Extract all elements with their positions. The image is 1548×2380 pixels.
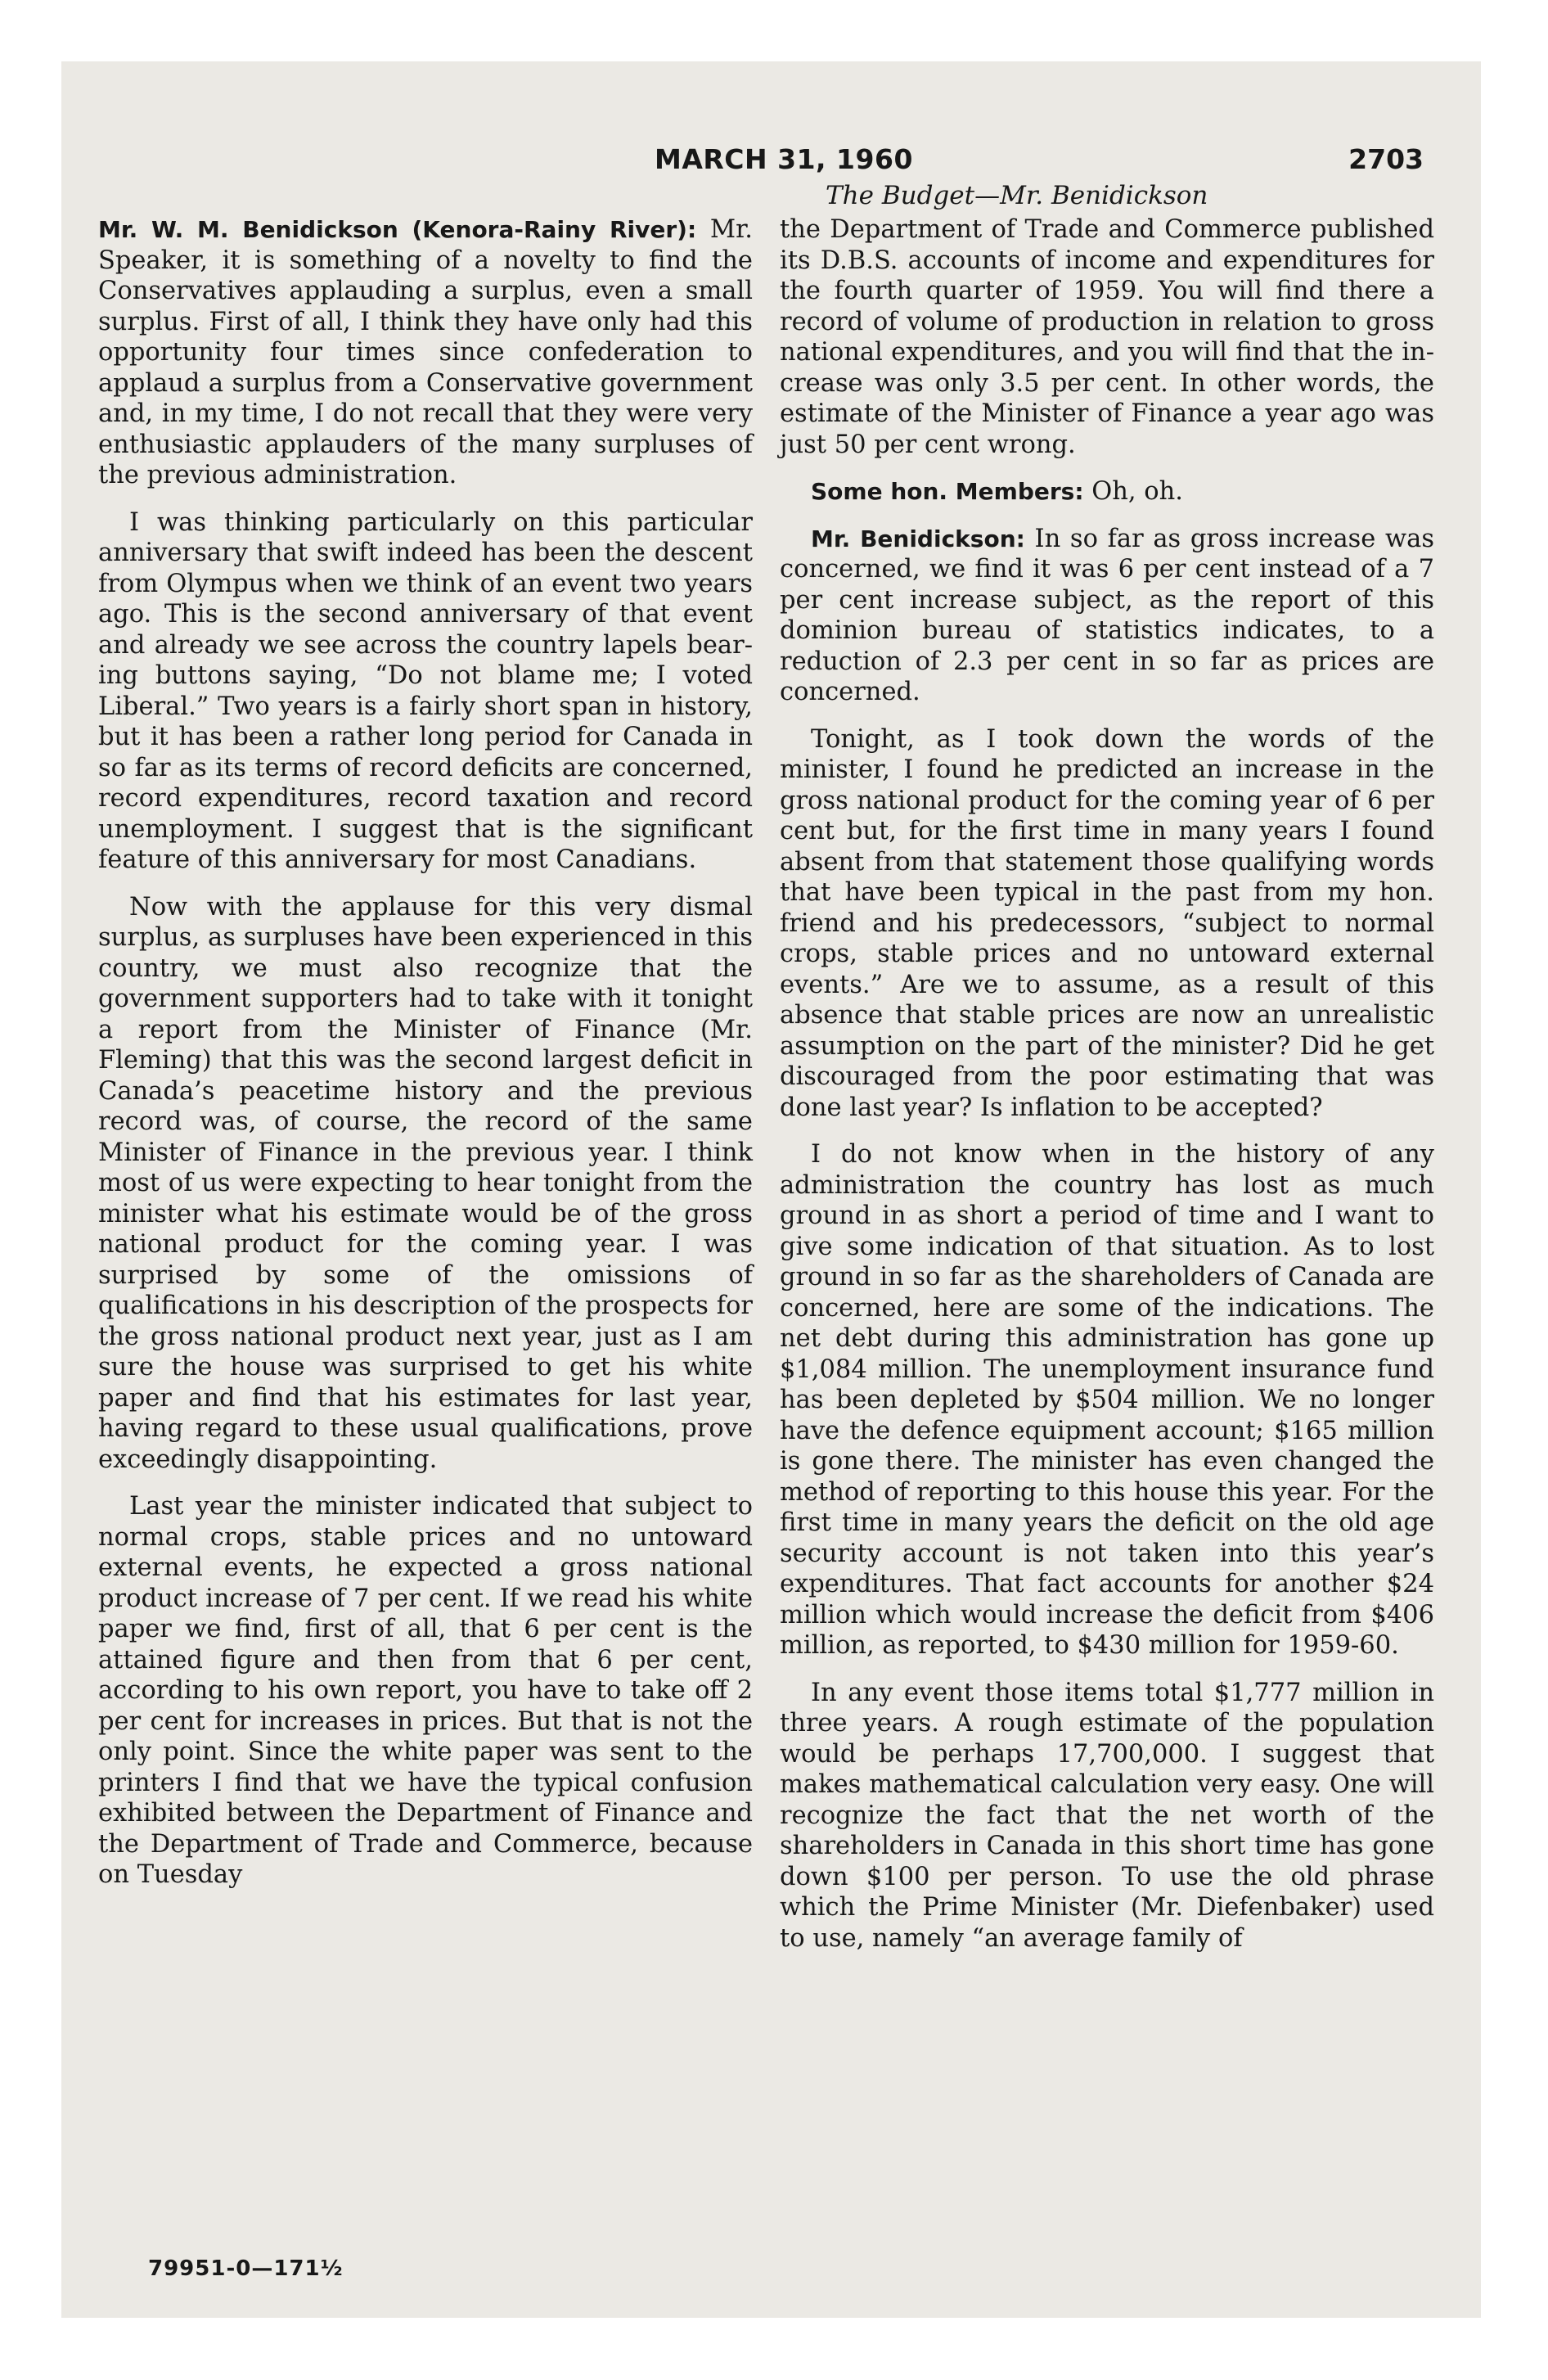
paragraph: Now with the applause for this very dismal surplus, as surpluses have been experienced in this country, we must also recognize that the government supporters had to take with it tonight a report from the Minister of Finance (Mr. Fleming) that this was the second largest deficit in Canada’s peacetime history and the previous record was, of course, the record of the same Minister of Finance in the previous year. I think most of us were expecting to hear tonight from the minister what his estimate would be of the gross national product for the coming year. I was surprised by some of the omissions of qualifications in his description of the prospects for the gross national product next year, just as I am sure the house was surprised to get his white paper and find that his estimates for last year, having regard to these usual qualifications, prove exceedingly disappointing. (98, 892, 753, 1474)
paragraph (780, 476, 1434, 507)
page-number: 2703 (1348, 143, 1424, 175)
paragraph: Last year the minister indicated that subject to normal crops, stable prices and no untoward external events, he expected a gross national product increase of 7 per cent. If we read his white paper we find, first of all, that 6 per cent is the attained figure and then from that 6 per cent, according to his own report, you have to take off 2 per cent for increases in prices. But that is not the only point. Since the white paper was sent to the printers I find that we have the typical confusion exhibited between the Department of Finance and the Department of Trade and Commerce, because on Tuesday (98, 1492, 753, 1889)
paragraph: the Department of Trade and Commerce published its D.B.S. accounts of income and expenditures for the fourth quarter of 1959. You will find there a record of volume of production in relation to gross national expenditures, and you will find that the increase was only 3.5 per cent. In other words, the estimate of the Minister of Finance a year ago was just 50 per cent wrong. (780, 215, 1434, 459)
paragraph: I was thinking particularly on this particular anniversary that swift indeed has been the descent from Olympus when we think of an event two years ago. This is the second anniversary of that event and already we see across the country lapels bearing buttons saying, “Do not blame me; I voted Liberal.” Two years is a fairly short span in history, but it has been a rather long period for Canada in so far as its terms of record deficits are concerned, record expenditures, record taxation and record unemployment. I suggest that is the significant feature of this anniversary for most Canadians. (98, 507, 753, 874)
paragraph-text: Oh, oh. (1091, 477, 1183, 506)
paragraph-text: Mr. Speaker, it is something of a novelty to find the Conservatives applauding a surplus, even a small surplus. First of all, I think they have only had this opportunity four times since confederation to applaud a surplus from a Conservative government and, in my time, I do not recall that they were very enthusiastic applauders of the many surpluses of the previous administration. (98, 215, 753, 489)
right-column (780, 214, 1434, 1970)
speaker-name: Some hon. Members: (811, 478, 1084, 505)
paragraph: I do not know when in the history of any administration the country has lost as much ground in as short a period of time and I want to give some indication of that situation. As to lost ground in so far as the shareholders of Canada are concerned, here are some of the indications. The net debt during this administration has gone up $1,084 million. The unemployment insurance fund has been depleted by $504 million. We no longer have the defence equipment account; $165 million is gone there. The minister has even changed the method of reporting to this house this year. For the first time in many years the deficit on the old age security account is not taken into this year’s expenditures. That fact accounts for another $24 million which would increase the deficit from $406 million, as reported, to $430 million for 1959-60. (780, 1140, 1434, 1660)
paragraph: In any event those items total $1,777 million in three years. A rough estimate of the population would be perhaps 17,700,000. I suggest that makes mathematical calculation very easy. One will recognize the fact that the net worth of the shareholders in Canada in this short time has gone down $100 per person. To use the old phrase which the Prime Minister (Mr. Diefenbaker) used to use, namely “an average family of (780, 1678, 1434, 1953)
paragraph (780, 524, 1434, 708)
left-column (98, 214, 753, 1907)
page-date: MARCH 31, 1960 (655, 143, 913, 175)
footer-code: 79951-0—171½ (148, 2256, 344, 2281)
paragraph: Tonight, as I took down the words of the minister, I found he predicted an increase in the gross national product for the coming year of 6 per cent but, for the first time in many years I found absent from that statement those qualifying words that have been typical in the past from my hon. friend and his predecessors, “subject to normal crops, stable prices and no untoward external events.” Are we to assume, as a result of this absence that stable prices are now an unrealistic assumption on the part of the minister? Did he get discouraged from the poor estimating that was done last year? Is inflation to be accepted? (780, 724, 1434, 1122)
paragraph-text: In so far as gross increase was concerned, we find it was 6 per cent instead of a 7 per cent increase subject, as the report of this dominion bureau of statistics indicates, to a reduction of 2.3 per cent in so far as prices are concerned. (780, 524, 1434, 706)
page (61, 61, 1481, 2318)
running-head: The Budget—Mr. Benidickson (826, 181, 1208, 210)
paragraph (98, 214, 753, 491)
speaker-name: Mr. W. M. Benidickson (Kenora-Rainy River): (98, 216, 697, 243)
speaker-name: Mr. Benidickson: (811, 525, 1025, 552)
